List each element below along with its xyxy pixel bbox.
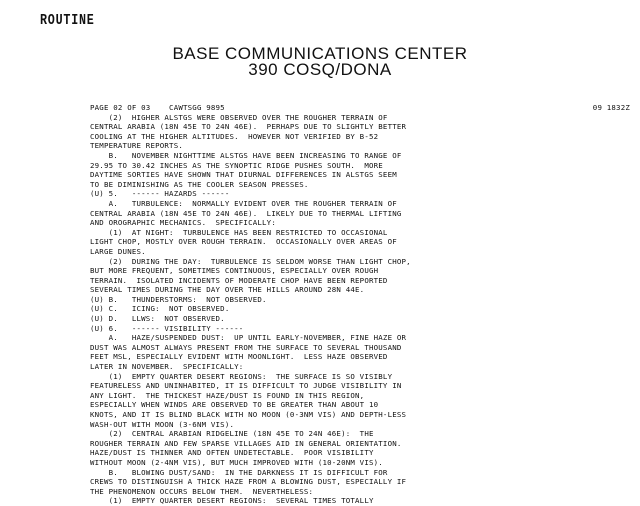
- text-line: COOLING AT THE HIGHER ALTITUDES. HOWEVER NOT VERIFIED BY B-52: [90, 131, 379, 141]
- text-line: KNOTS, AND IT IS BLIND BLACK WITH NO MOON (0-3NM VIS) AND DEPTH-LESS: [90, 410, 407, 419]
- page-header-right: 09 1832Z: [592, 103, 630, 112]
- text-line: B. BLOWING DUST/SAND: IN THE DARKNESS IT IS DIFFICULT FOR: [90, 467, 388, 477]
- text-line: LATER IN NOVEMBER. SPECIFICALLY:: [90, 362, 244, 372]
- text-line: A. TURBULENCE: NORMALLY EVIDENT OVER THE ROUGHER TERRAIN OF: [90, 198, 397, 208]
- text-line: ANY LIGHT. THE THICKEST HAZE/DUST IS FOUND IN THIS REGION,: [90, 390, 365, 400]
- text-line: (1) EMPTY QUARTER DESERT REGIONS: SEVERAL TIMES TOTALLY: [90, 496, 374, 506]
- text-line: (U) 5. ------ HAZARDS ------: [90, 189, 230, 199]
- text-line: CENTRAL ARABIA (18N 45E TO 24N 46E). PERHAPS DUE TO SLIGHTLY BETTER: [90, 122, 407, 132]
- header-title: BASE COMMUNICATIONS CENTER: [172, 44, 468, 63]
- text-line: (U) D. LLWS: NOT OBSERVED.: [90, 314, 225, 324]
- header-subtitle: 390 COSQ/DONA: [248, 60, 392, 79]
- text-line: SEVERAL TIMES DURING THE DAY OVER THE HILLS AROUND 28N 44E.: [90, 285, 365, 295]
- text-line: THE PHENOMENON OCCURS BELOW THEM. NEVERTHELESS:: [90, 486, 314, 496]
- text-line: CENTRAL ARABIA (18N 45E TO 24N 46E). LIKELY DUE TO THERMAL LIFTING: [90, 208, 402, 218]
- text-line: TERRAIN. ISOLATED INCIDENTS OF MODERATE CHOP HAVE BEEN REPORTED: [90, 275, 388, 285]
- text-line: (1) EMPTY QUARTER DESERT REGIONS: THE SURFACE IS SO VISIBLY: [90, 371, 393, 381]
- text-line: (U) C. ICING: NOT OBSERVED.: [90, 304, 230, 314]
- text-line: (2) DURING THE DAY: TURBULENCE IS SELDOM WORSE THAN LIGHT CHOP,: [90, 256, 411, 266]
- text-line: (U) 6. ------ VISIBILITY ------: [90, 323, 244, 333]
- text-line: BUT MORE FREQUENT, SOMETIMES CONTINUOUS, ESPECIALLY OVER ROUGH: [90, 266, 379, 276]
- text-line: WASH-OUT WITH MOON (3-6NM VIS).: [90, 419, 235, 429]
- text-line: HAZE/DUST IS THINNER AND OFTEN UNDETECTABLE. POOR VISIBILITY: [90, 448, 374, 458]
- text-line: TEMPERATURE REPORTS.: [90, 141, 183, 151]
- text-line: DAYTIME SORTIES HAVE SHOWN THAT DIURNAL DIFFERENCES IN ALSTGS SEEM: [90, 170, 397, 180]
- text-line: B. NOVEMBER NIGHTTIME ALSTGS HAVE BEEN INCREASING TO RANGE OF: [90, 150, 402, 160]
- text-line: (U) B. THUNDERSTORMS: NOT OBSERVED.: [90, 294, 267, 304]
- text-line: 29.95 TO 30.42 INCHES AS THE SYNOPTIC RIDGE PUSHES SOUTH. MORE: [90, 160, 383, 170]
- text-line: LARGE DUNES.: [90, 246, 146, 256]
- text-line: ESPECIALLY WHEN WINDS ARE OBSERVED TO BE GREATER THAN ABOUT 10: [90, 400, 379, 410]
- text-line: (2) HIGHER ALSTGS WERE OBSERVED OVER THE ROUGHER TERRAIN OF: [90, 112, 388, 122]
- text-line: (1) AT NIGHT: TURBULENCE HAS BEEN RESTRICTED TO OCCASIONAL: [90, 227, 388, 237]
- text-line: (2) CENTRAL ARABIAN RIDGELINE (18N 45E TO 24N 46E): THE: [90, 429, 374, 439]
- text-line: LIGHT CHOP, MOSTLY OVER ROUGH TERRAIN. OCCASIONALLY OVER AREAS OF: [90, 237, 397, 247]
- text-line: FEET MSL, ESPECIALLY EVIDENT WITH MOONLIGHT. LESS HAZE OBSERVED: [90, 352, 388, 362]
- text-line: CREWS TO DISTINGUISH A THICK HAZE FROM A BLOWING DUST, ESPECIALLY IF: [90, 477, 407, 487]
- text-line: FEATURELESS AND UNINHABITED, IT IS DIFFICULT TO JUDGE VISIBILITY IN: [90, 381, 402, 391]
- text-line: ROUGHER TERRAIN AND FEW SPARSE VILLAGES AID IN GENERAL ORIENTATION.: [90, 438, 402, 448]
- page-header-line: [90, 103, 630, 113]
- text-line: A. HAZE/SUSPENDED DUST: UP UNTIL EARLY-NOVEMBER, FINE HAZE OR: [90, 333, 407, 343]
- text-line: WITHOUT MOON (2-4NM VIS), BUT MUCH IMPROVED WITH (10-20NM VIS).: [90, 457, 383, 467]
- text-line: DUST WAS ALMOST ALWAYS PRESENT FROM THE SURFACE TO SEVERAL THOUSAND: [90, 342, 402, 352]
- routine-stamp: ROUTINE: [40, 12, 95, 29]
- message-body: [90, 103, 638, 506]
- text-line: AND OROGRAPHIC MECHANICS. SPECIFICALLY:: [90, 218, 276, 228]
- page-header-left: PAGE 02 OF 03 CAWTSGG 9895: [90, 103, 225, 112]
- text-line: TO BE DIMINISHING AS THE COOLER SEASON PRESSES.: [90, 179, 309, 189]
